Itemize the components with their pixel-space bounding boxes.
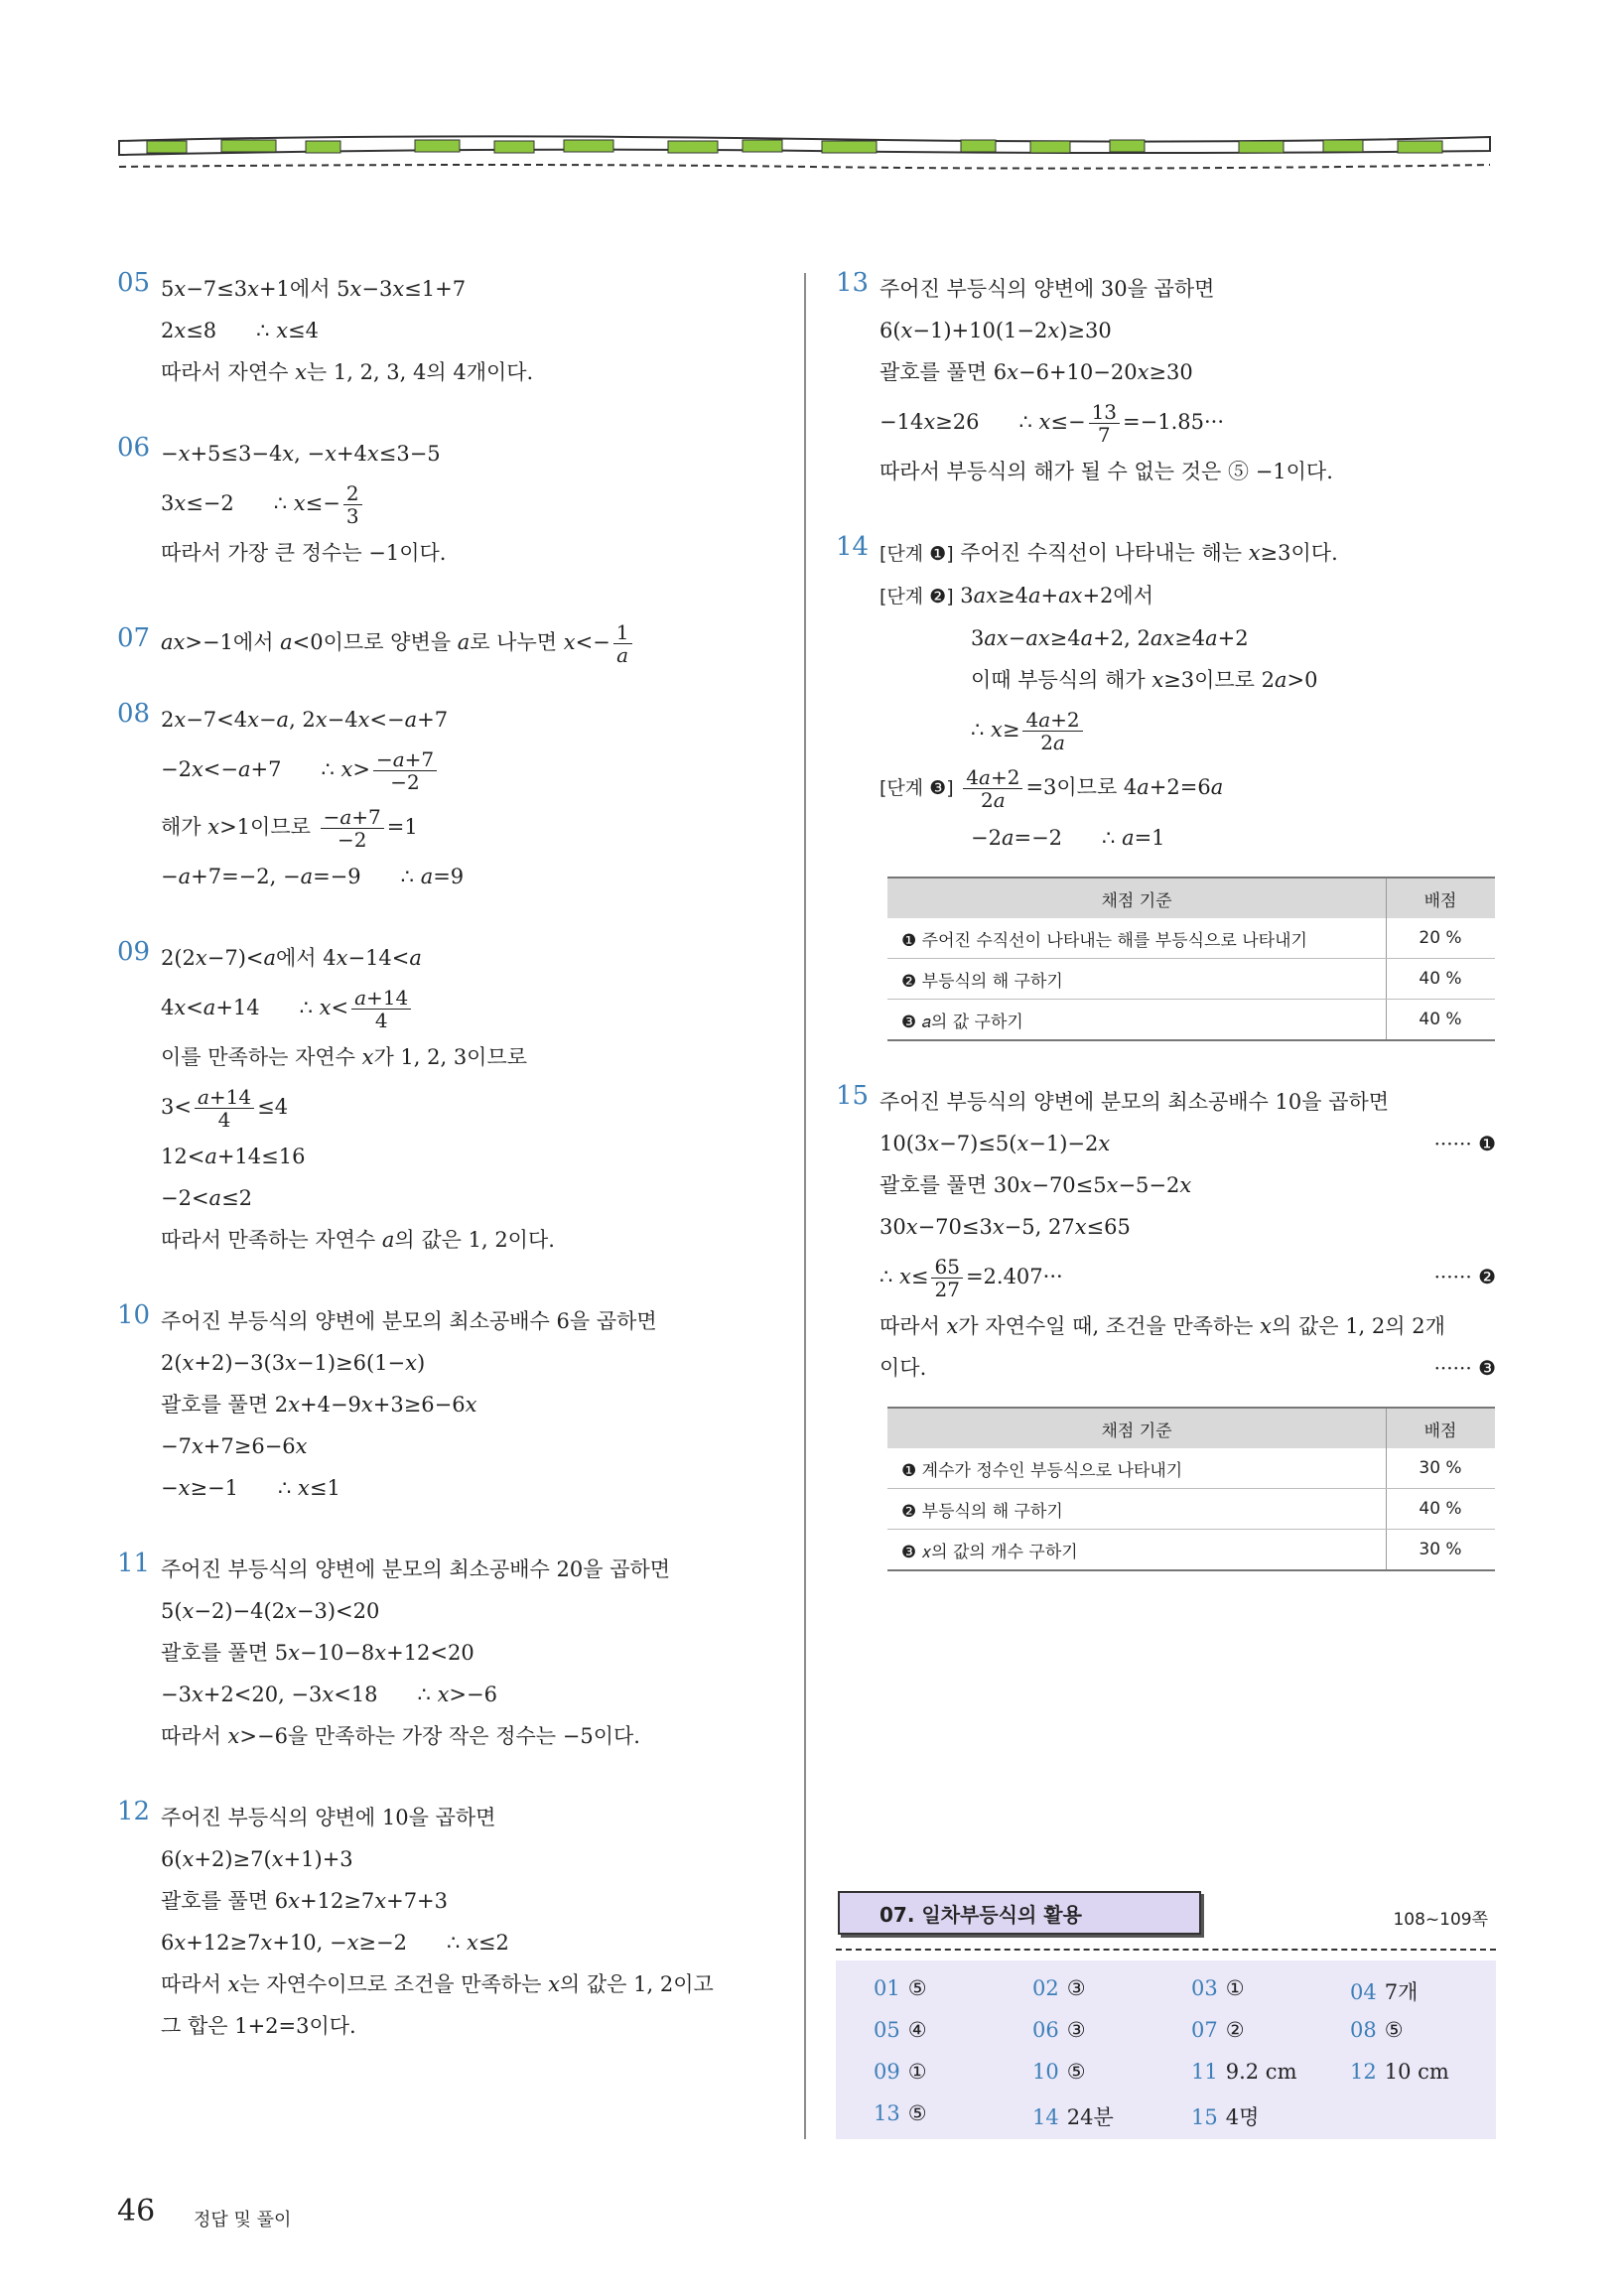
problem-number: 07 [117,623,151,653]
footer-label: 정답 및 풀이 [194,2210,292,2230]
problem-number: 10 [117,1300,151,1330]
solution-line: 따라서 𝑥는 자연수이므로 조건을 만족하는 𝑥의 값은 1, 2이고 [161,1972,714,1996]
table-header: 배점 [1387,878,1496,918]
solution-line: 따라서 자연수 𝑥는 1, 2, 3, 4의 4개이다. [161,360,534,384]
left-column [117,268,792,2087]
solution-line: 2(𝑥+2)−3(3𝑥−1)≥6(1−𝑥) [161,1351,426,1375]
solution-line: ∴ 𝑥≥ $\frac{\text{4𝑎+2}}{\text{2𝑎}}$ [971,701,1496,758]
answer-key-title: 07. 일차부등식의 활용 [838,1891,1201,1935]
problem-07 [117,613,792,671]
answer-item: 10 ⑤ [1032,2060,1086,2084]
solution-line: 3𝑎𝑥−𝑎𝑥≥4𝑎+2, 2𝑎𝑥≥4𝑎+2 [971,626,1249,650]
solution-line: −2<𝑎≤2 [161,1186,253,1210]
answer-item: 13 ⑤ [874,2101,927,2125]
solution-line: 괄호를 풀면 5𝑥−10−8𝑥+12<20 [161,1641,474,1665]
answer-item: 01 ⑤ [874,1976,927,2000]
answer-item: 03 ① [1191,1976,1245,2000]
solution-line: 그 합은 1+2=3이다. [161,2014,356,2038]
solution-line: 주어진 부등식의 양변에 분모의 최소공배수 6을 곱하면 [161,1309,657,1333]
solution-line: −3𝑥+2<20, −3𝑥<18 ∴ 𝑥>−6 [161,1683,497,1706]
answer-grid [836,1960,1496,2139]
solution-line: 주어진 부등식의 양변에 분모의 최소공배수 10을 곱하면 [880,1090,1390,1114]
solution-line: 따라서 가장 큰 정수는 −1이다. [161,541,447,565]
solution-line: −2𝑥<−𝑎+7 ∴ 𝑥> $\frac{\text{−𝑎+7}}{-2}$ [161,741,792,798]
problem-number: 14 [836,532,870,562]
answer-item: 11 9.2 cm [1191,2060,1297,2084]
table-row: ❶ 주어진 수직선이 나타내는 해를 부등식으로 나타내기 20 % [887,918,1495,959]
answer-item: 08 ⑤ [1350,2018,1404,2042]
page-number: 46 [117,2194,156,2228]
solution-line: 해가 𝑥>1이므로 $\frac{\text{−𝑎+7}}{-2}$ =1 [161,805,418,852]
answer-item: 14 24분 [1032,2105,1114,2129]
fraction: $\frac{65}{27}$ [931,1256,962,1300]
table-header: 채점 기준 [887,1408,1387,1448]
table-row: ❸ 𝑎의 값 구하기 40 % [887,1000,1495,1041]
solution-line: 주어진 부등식의 양변에 30을 곱하면 [880,277,1215,301]
solution-line: 괄호를 풀면 30𝑥−70≤5𝑥−5−2𝑥 [880,1173,1192,1197]
solution-line: 2(2𝑥−7)<𝑎에서 4𝑥−14<𝑎 [161,946,422,970]
problem-10 [117,1300,792,1509]
fraction: $\frac{\text{4𝑎+2}}{\text{2𝑎}}$ [963,766,1022,811]
problem-number: 13 [836,268,870,298]
solution-line: 5𝑥−7≤3𝑥+1에서 5𝑥−3𝑥≤1+7 [161,277,467,301]
solution-line: 주어진 부등식의 양변에 분모의 최소공배수 20을 곱하면 [161,1557,671,1581]
right-column [836,268,1496,1611]
scoring-table [887,1407,1495,1571]
solution-line: 6(𝑥+2)≥7(𝑥+1)+3 [161,1847,353,1871]
solution-line: 2𝑥−7<4𝑥−𝑎, 2𝑥−4𝑥<−𝑎+7 [161,708,449,732]
solution-line: −7𝑥+7≥6−6𝑥 [161,1434,308,1458]
step-2: [단계 ❷] 3𝑎𝑥≥4𝑎+𝑎𝑥+2에서 [880,584,1153,608]
answer-item: 02 ③ [1032,1976,1086,2000]
step-marker: ······ ❸ [1433,1356,1496,1380]
solution-line: −𝑎+7=−2, −𝑎=−9 ∴ 𝑎=9 [161,865,465,888]
solution-line: 10(3𝑥−7)≤5(𝑥−1)−2𝑥 ······ ❶ [880,1123,1496,1164]
solution-line: 괄호를 풀면 6𝑥+12≥7𝑥+7+3 [161,1889,449,1913]
solution-line: 괄호를 풀면 2𝑥+4−9𝑥+3≥6−6𝑥 [161,1393,477,1417]
solution-line: 주어진 부등식의 양변에 10을 곱하면 [161,1806,496,1829]
solution-line: 따라서 부등식의 해가 될 수 없는 것은 ⑤ −1이다. [880,460,1333,483]
problem-14 [836,532,1496,1041]
problem-13 [836,268,1496,492]
fraction: $\frac{\text{4𝑎+2}}{\text{2𝑎}}$ [1022,709,1082,753]
solution-line: 이때 부등식의 해가 𝑥≥3이므로 2𝑎>0 [971,668,1318,692]
table-row: ❸ 𝑥의 값의 개수 구하기 30 % [887,1530,1495,1571]
problem-number: 15 [836,1081,870,1111]
problem-number: 12 [117,1797,151,1826]
answer-item: 15 4명 [1191,2105,1260,2129]
solution-line: 괄호를 풀면 6𝑥−6+10−20𝑥≥30 [880,360,1193,384]
problem-09 [117,937,792,1261]
problem-11 [117,1549,792,1757]
problem-15 [836,1081,1496,1571]
solution-line: 6(𝑥−1)+10(1−2𝑥)≥30 [880,319,1112,342]
solution-line: 12<𝑎+14≤16 [161,1145,306,1168]
table-row: ❶ 계수가 정수인 부등식으로 나타내기 30 % [887,1448,1495,1489]
top-decoration [117,129,1492,175]
answer-item: 05 ④ [874,2018,927,2042]
answer-item: 12 10 cm [1350,2060,1449,2084]
table-header: 배점 [1387,1408,1496,1448]
step-3: [단계 ❸] $\frac{\text{4𝑎+2}}{\text{2𝑎}}$ =3이므로 4𝑎+2=6𝑎 [880,765,1224,812]
scoring-table [887,877,1495,1041]
solution-line: 3𝑥≤−2 ∴ 𝑥≤− $\frac{2}{3}$ [161,474,792,532]
column-divider [804,273,806,2139]
solution-line: −𝑥+5≤3−4𝑥, −𝑥+4𝑥≤3−5 [161,442,441,466]
step-marker: ······ ❶ [1433,1132,1496,1155]
solution-line: −𝑥≥−1 ∴ 𝑥≤1 [161,1476,340,1500]
solution-line: 30𝑥−70≤3𝑥−5, 27𝑥≤65 [880,1215,1131,1239]
solution-line: ∴ 𝑥≤ $\frac{65}{27}$ =2.407··· ······ ❷ [880,1248,1496,1305]
solution-line: 이를 만족하는 자연수 𝑥가 1, 2, 3이므로 [161,1045,528,1069]
problem-12 [117,1797,792,2047]
solution-line: 6𝑥+12≥7𝑥+10, −𝑥≥−2 ∴ 𝑥≤2 [161,1931,509,1955]
fraction: $\frac{2}{3}$ [343,482,362,527]
answer-item: 04 7개 [1350,1980,1419,2004]
answer-item: 06 ③ [1032,2018,1086,2042]
solution-line: −14𝑥≥26 ∴ 𝑥≤− $\frac{13}{7}$ =−1.85··· [880,400,1224,447]
dashed-rule [836,1949,1496,1951]
solution-line: 따라서 𝑥가 자연수일 때, 조건을 만족하는 𝑥의 값은 1, 2의 2개 [880,1314,1445,1338]
problem-number: 05 [117,268,151,298]
solution-line: 5(𝑥−2)−4(2𝑥−3)<20 [161,1599,380,1623]
answer-item: 07 ② [1191,2018,1245,2042]
problem-number: 09 [117,937,151,967]
fraction: $\frac{\text{−𝑎+7}}{-2}$ [373,748,437,793]
solution-line: 4𝑥<𝑎+14 ∴ 𝑥< $\frac{\text{𝑎+14}}{4}$ [161,979,792,1036]
fraction: $\frac{\text{−𝑎+7}}{-2}$ [321,806,384,851]
problem-number: 08 [117,699,151,729]
problem-05 [117,268,792,393]
fraction: $\frac{\text{𝑎+14}}{4}$ [351,987,411,1031]
solution-line: −2𝑎=−2 ∴ 𝑎=1 [971,826,1165,850]
solution-line: 2𝑥≤8 ∴ 𝑥≤4 [161,319,320,342]
solution-line: 𝑎𝑥>−1에서 𝑎<0이므로 양변을 𝑎로 나누면 𝑥<− $\frac{1}{\text{𝑎}}$ [161,613,792,671]
fraction: $\frac{\text{𝑎+14}}{4}$ [195,1086,254,1131]
step-marker: ······ ❷ [1433,1265,1496,1288]
step-1: [단계 ❶] 주어진 수직선이 나타내는 해는 𝑥≥3이다. [880,541,1338,565]
solution-line: 따라서 𝑥>−6을 만족하는 가장 작은 정수는 −5이다. [161,1724,640,1748]
solution-line: 3< $\frac{\text{𝑎+14}}{4}$ ≤4 [161,1085,289,1132]
answer-item: 09 ① [874,2060,927,2084]
table-row: ❷ 부등식의 해 구하기 40 % [887,1489,1495,1530]
table-row: ❷ 부등식의 해 구하기 40 % [887,959,1495,1000]
problem-06 [117,433,792,574]
fraction: $\frac{13}{7}$ [1089,401,1120,446]
solution-line: 이다. ······ ❸ [880,1347,1496,1389]
problem-number: 06 [117,433,151,463]
fraction: $\frac{1}{\text{𝑎}}$ [613,621,632,666]
table-header: 채점 기준 [887,878,1387,918]
solution-line: 따라서 만족하는 자연수 𝑎의 값은 1, 2이다. [161,1228,555,1252]
problem-number: 11 [117,1549,151,1578]
answer-key-pages: 108~109쪽 [1393,1910,1488,1930]
problem-08 [117,699,792,897]
